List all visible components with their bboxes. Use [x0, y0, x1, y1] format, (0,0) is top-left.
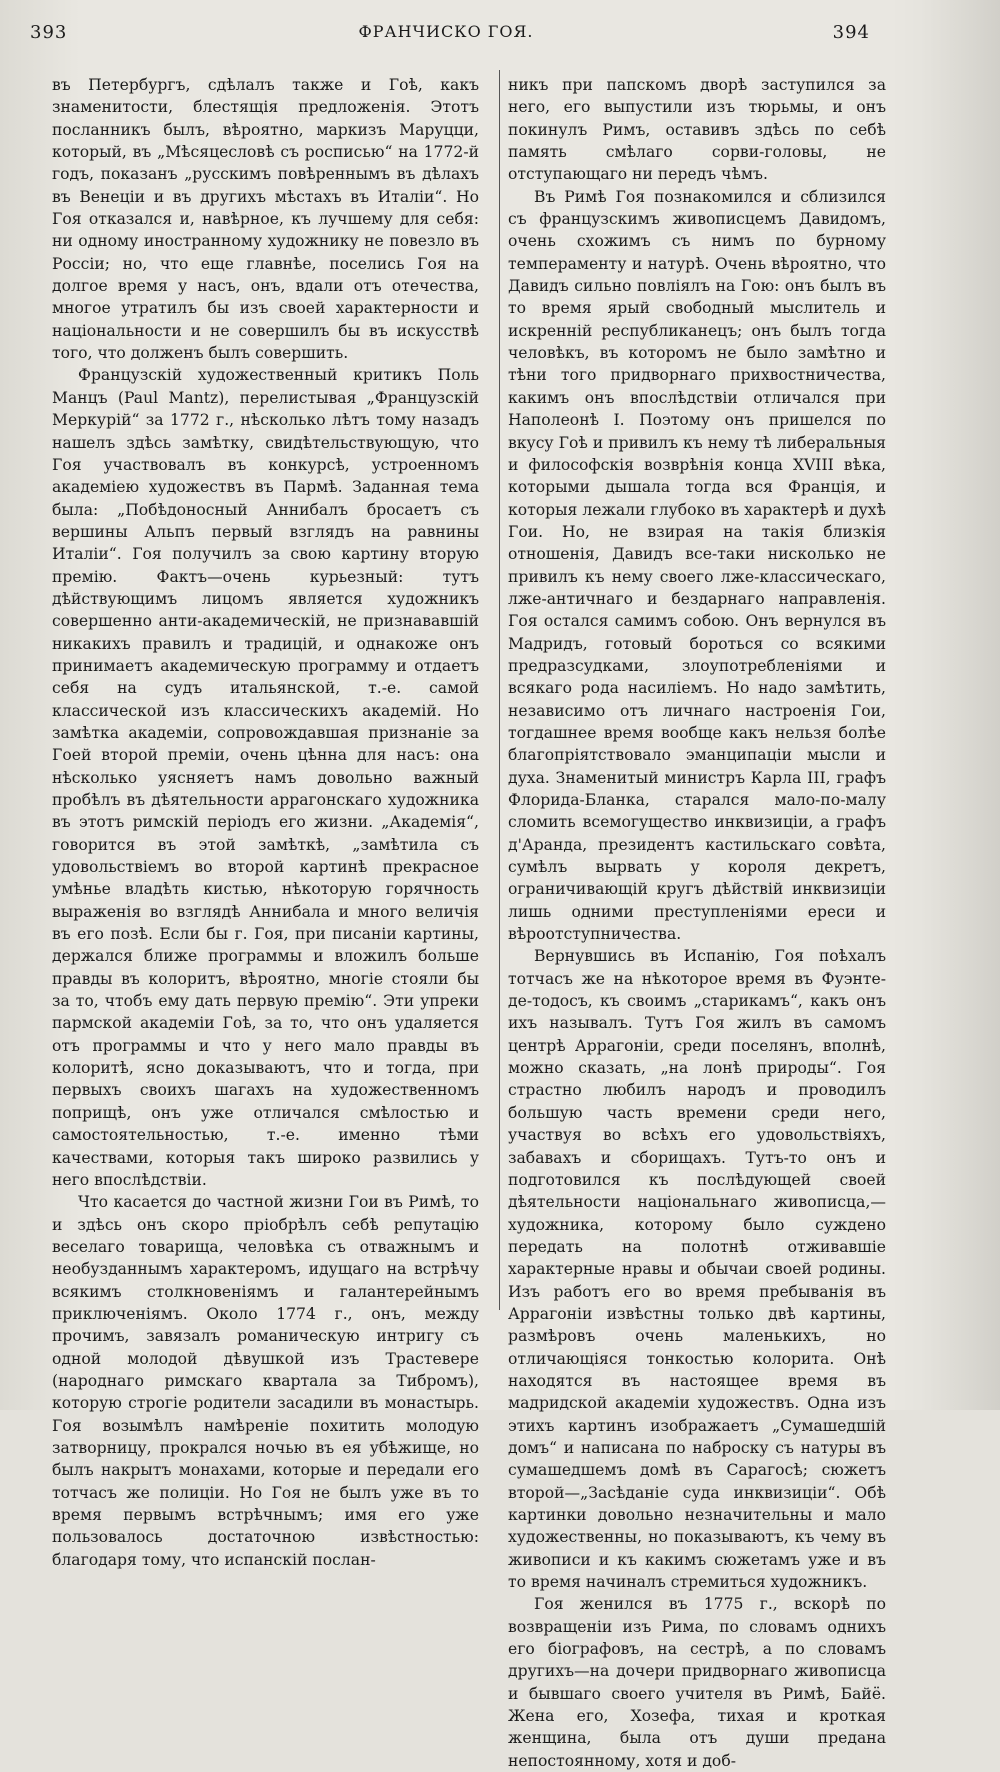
paragraph: Въ Римѣ Гоя познакомился и сблизился съ французскимъ живописцемъ Давидомъ, очень схожимъ съ нимъ по бурному темпераменту и натурѣ. Очень вѣроятно, что Давидъ сильно повліялъ на Гою: онъ былъ въ то время ярый свободный мыслитель и искренній республиканецъ; онъ былъ тогда человѣкъ, въ которомъ не было замѣтно и тѣни того придворнаго прихвостничества, какимъ онъ впослѣдствіи отличался при Наполеонѣ I. Поэтому онъ пришелся по вкусу Гоѣ и привилъ къ нему тѣ либеральныя и философскія возврѣнія конца XVIII вѣка, которыми дышала тогда вся Франція, и которыя лежали глубоко въ характерѣ и духѣ Гои. Но, не взирая на такія близкія отношенія, Давидъ все-таки нисколько не привилъ къ нему своего лже-классическаго, лже-античнаго и бездарнаго направленія. Гоя остался самимъ собою. Онъ вернулся въ Мадридъ, готовый бороться со всякими предразсудками, злоупотребленіями и всякаго рода насиліемъ. Но надо замѣтить, независимо отъ личнаго настроенія Гои, тогдашнее время вообще какъ нельзя болѣе благопріятствовало эманципаціи мысли и духа. Знаменитый министръ Карла III, графъ Флорида-Бланка, старался мало-по-малу сломить всемогущество инквизиціи, а графъ д'Аранда, президентъ кастильскаго совѣта, сумѣлъ вырвать у короля декретъ, ограничивающій кругъ дѣйствій инквизиціи лишь одними преступленіями ереси и вѣроотступничества.: [508, 187, 886, 944]
paragraph: въ Петербургъ, сдѣлалъ также и Гоѣ, какъ знаменитости, блестящія предложенія. Этотъ посланникъ былъ, вѣроятно, маркизъ Маруцци, который, въ „Мѣсяцесловѣ съ росписью“ на 1772-й годъ, показанъ „русскимъ повѣреннымъ въ дѣлахъ въ Венеціи и въ другихъ мѣстахъ въ Италіи“. Но Гоя отказался и, навѣрное, къ лучшему для себя: ни одному иностранному художнику не повезло въ Россіи; но, что еще главнѣе, поселись Гоя на долгое время у насъ, онъ, вдали отъ отечества, многое утратилъ бы изъ своей характерности и національности и не совершилъ бы въ искусствѣ того, что долженъ былъ совершить.: [52, 76, 479, 363]
page-header: [22, 14, 870, 54]
paragraph: никъ при папскомъ дворѣ заступился за него, его выпустили изъ тюрьмы, и онъ покинулъ Римъ, оставивъ здѣсь по себѣ память смѣлаго сорви-головы, не отступающаго ни передъ чѣмъ.: [508, 76, 886, 184]
page-edge-shadow: [890, 0, 1000, 1410]
running-title: ФРАНЧИСКО ГОЯ.: [358, 22, 534, 41]
page-number-right: 394: [832, 22, 870, 43]
column-divider: [499, 70, 500, 1310]
left-column: [52, 74, 479, 1571]
right-column: [508, 74, 886, 1772]
paragraph: Гоя женился въ 1775 г., вскорѣ по возвращеніи изъ Рима, по словамъ однихъ его біографовъ, на сестрѣ, а по словамъ другихъ—на дочери придворнаго живописца и бывшаго своего учителя въ Римѣ, Байё. Жена его, Хозефа, тихая и кроткая женщина, была отъ души предана непостоянному, хотя и доб-: [508, 1595, 886, 1770]
paragraph: Вернувшись въ Испанію, Гоя поѣхалъ тотчасъ же на нѣкоторое время въ Фуэнте-де-тодосъ, къ своимъ „старикамъ“, какъ онъ ихъ называлъ. Тутъ Гоя жилъ въ самомъ центрѣ Аррагоніи, среди поселянъ, вполнѣ, можно сказать, „на лонѣ природы“. Гоя страстно любилъ народъ и проводилъ большую часть времени среди него, участвуя во всѣхъ его удовольствіяхъ, забавахъ и сборищахъ. Тутъ-то онъ и подготовился къ послѣдующей своей дѣятельности національнаго живописца,—художника, которому было суждено передать на полотнѣ отживавшіе характерные нравы и обычаи своей родины. Изъ работъ его во время пребыванія въ Аррагоніи извѣстны только двѣ картины, размѣровъ очень маленькихъ, но отличающіяся тонкостью колорита. Онѣ находятся въ настоящее время въ мадридской академіи художествъ. Одна изъ этихъ картинъ изображаетъ „Сумашедшій домъ“ и написана по наброску съ натуры въ сумашедшемъ домѣ въ Сарагосѣ; сюжетъ второй—„Засѣданіе суда инквизиціи“. Обѣ картинки довольно незначительны и мало художественны, но показываютъ, къ чему въ живописи и къ какимъ сюжетамъ уже и въ то время начиналъ стремиться художникъ.: [508, 947, 886, 1592]
paragraph: Что касается до частной жизни Гои въ Римѣ, то и здѣсь онъ скоро пріобрѣлъ себѣ репутацію веселаго товарища, человѣка съ отважнымъ и необузданнымъ характеромъ, идущаго на встрѣчу всякимъ столкновеніямъ и галантерейнымъ приключеніямъ. Около 1774 г., онъ, между прочимъ, завязалъ романическую интригу съ одной молодой дѣвушкой изъ Трастевере (народнаго римскаго квартала за Тибромъ), которую строгіе родители засадили въ монастырь. Гоя возымѣлъ намѣреніе похитить молодую затворницу, прокрался ночью въ ея убѣжище, но былъ накрытъ монахами, которые и передали его тотчасъ же полиціи. Но Гоя не былъ уже въ то время первымъ встрѣчнымъ; имя его уже пользовалось достаточною извѣстностью: благодаря тому, что испанскій послан-: [52, 1193, 479, 1569]
paragraph: Французскій художественный критикъ Поль Манцъ (Paul Mantz), перелистывая „Французскій Меркурій“ за 1772 г., нѣсколько лѣтъ тому назадъ нашелъ здѣсь замѣтку, свидѣтельствующую, что Гоя участвовалъ въ конкурсѣ, устроенномъ академіею художествъ въ Пармѣ. Заданная тема была: „Побѣдоносный Аннибалъ бросаетъ съ вершины Альпъ первый взглядъ на равнины Италіи“. Гоя получилъ за свою картину вторую премію. Фактъ—очень курьезный: тутъ дѣйствующимъ лицомъ является художникъ совершенно анти-академическій, не признававшій никакихъ правилъ и традицій, и однакоже онъ принимаетъ академическую программу и отдаетъ себя на судъ итальянской, т.-е. самой классической изъ классическихъ академій. Но замѣтка академіи, сопровождавшая признаніе за Гоей второй преміи, очень цѣнна для насъ: она нѣсколько уясняетъ намъ довольно важный пробѣлъ въ дѣятельности аррагонскаго художника въ этотъ римскій періодъ его жизни. „Академія“, говорится въ этой замѣткѣ, „замѣтила съ удовольствіемъ во второй картинѣ прекрасное умѣнье владѣть кистью, нѣкоторую горячность выраженія во взглядѣ Аннибала и много величія въ его позѣ. Если бы г. Гоя, при писаніи картины, держался ближе программы и вложилъ больше правды въ колоритъ, вѣроятно, многіе стояли бы за то, чтобъ ему дать первую премію“. Эти упреки пармской академіи Гоѣ, за то, что онъ удаляется отъ программы и что у него мало правды въ колоритѣ, ясно доказываютъ, что и тогда, при первыхъ своихъ шагахъ на художественномъ поприщѣ, онъ уже отличался смѣлостью и самостоятельностью, т.-е. именно тѣми качествами, которыя такъ широко развились у него впослѣдствіи.: [52, 366, 479, 1189]
page-number-left: 393: [30, 22, 68, 43]
